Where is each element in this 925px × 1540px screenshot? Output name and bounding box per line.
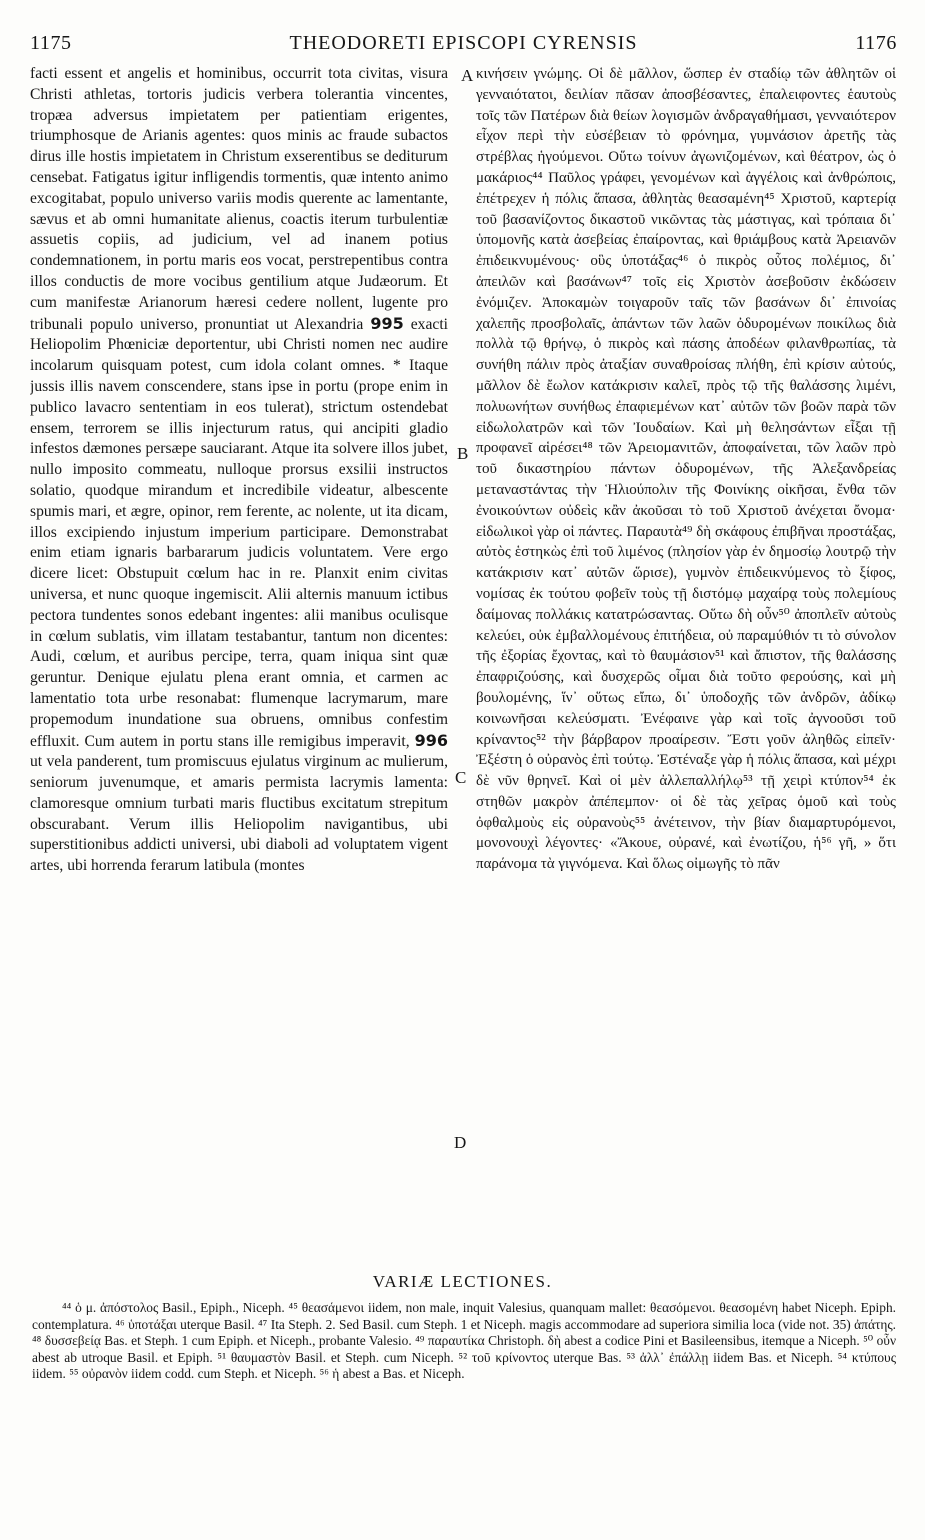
latin-text	[30, 64, 448, 877]
notes-text: ⁴⁴ ὁ μ. ἀπόστολος Basil., Epiph., Niceph. ⁴⁵ θεασάμενοι iidem, non male, inquit Valesius, quanquam mallet: θεασόμενοι. θεασομένη habet Niceph. Epiph. contemplatura. ⁴⁶ ὑποτάξαι uterque Basil. ⁴⁷ Ita Steph. 2. Sed Basil. cum Steph. 1 et Niceph. magis accommodare ad superiora similia loca (vide not. 35) ἀπάτης. ⁴⁸ δυσσεβείᾳ Bas. et Steph. 1 cum Epiph. et Niceph., probante Valesio. ⁴⁹ παραυτίκα Christoph. δὴ abest a codice Pini et Basileensibus, itemque a Niceph. ⁵⁰ οὖν abest ab utroque Basil. et Epiph. ⁵¹ θαυμαστὸν Basil. et Steph. cum Niceph. ⁵² τοῦ κρίνοντος uterque Bas. ⁵³ ἀλλ᾿ ἐπάλλῃ iidem Bas. et Niceph. ⁵⁴ κτύπους iidem. ⁵⁵ οὐρανὸν iidem codd. cum Steph. et Niceph. ⁵⁶ ἡ abest a Bas. et Niceph.	[32, 1300, 896, 1382]
margin-marker-a: A	[461, 66, 474, 85]
greek-column	[476, 64, 896, 875]
margin-marker-b: B	[457, 444, 469, 463]
column-number-995: 995	[370, 313, 404, 333]
latin-text-part-3: ut vela panderent, tum promiscuus ejulatus virginum ac mulierum, seniorum juvenumque, et amaris permista lacrymis lamenta: clamoresque omnium turbati maris fluctibus excitatum strepitum obscurabant. Verum illis Heliopolim navigantibus, ubi superstitionibus addicti universi, ubi diaboli ad voluptatem vigent artes, ubi horrenda ferarum latibula (montes	[30, 753, 448, 875]
variae-lectiones-title: VARIÆ LECTIONES.	[372, 1272, 553, 1291]
latin-text-part-2: exacti Heliopolim Phœniciæ deportentur, ubi Christi nomen nec audire incolarum quisquam potest, cum idola colant omnes. * Itaque jussis illis navem conscendere, stans ipse in portu (prope enim in publico lavacro sententiam in eos tulerat), strictum ostendebat ensem, terrorem se illis injecturum ratus, qui ancipiti gladio infestos dæmones persæpe sauciarant. Atque ita solvere illos jubet, nullo imposito commeatu, nulloque prorsus exsilii instructos solatio, quodque mirandum et incredibile videatur, albescente spumis mari, et ægre, opinor, rem ferente, ac nolente, ut ita dicam, illos excipiendo injustum imperium participare. Demonstrabat enim etiam ignaris barbararum judicis voluntatem. Vere ergo dicere licet: Obstupuit cœlum hac in re. Planxit enim civitas universa, et nunc quoque ingemiscit. Alii alternis manuum ictibus pectora tundentes sonos edebant ingentes: alii manibus oculisque in cœlum sublatis, vim illatam testabantur, tantum non dicentes: Audi, cœlum, et auribus percipe, terra, quam iniqua sint quæ geruntur. Denique ejulatu plena erant omnia, et carmen ac lamentatio tota urbe resonabat: flumenque lacrymarum, mare propemodum inundatione sua obruens, omnibus confestim effluxit. Cum autem in portu stans ille remigibus imperavit,	[30, 315, 448, 750]
margin-marker-d: D	[454, 1133, 467, 1152]
greek-text: κινήσειν γνώμης. Οἱ δὲ μᾶλλον, ὥσπερ ἐν σταδίῳ τῶν ἀθλητῶν οἱ γενναιότατοι, δειλίαν πᾶσαν ἀποσβέσαντες, ἐπαλειφοντες ἑαυτοὺς τοῖς τῶν Πατέρων διὰ θείων λογισμῶν ἀνδραγαθήμασι, γενναιότερον εἶχον περὶ τὴν εὐσέβειαν τὸ φρόνημα, γυμνάσιον ἀρετῆς τὰς στρέβλας ἡγούμενοι. Οὕτω τοίνυν ἀγωνιζομένων, καὶ θέατρον, ὡς ὁ μακάριος⁴⁴ Παῦλος γράφει, γενομένων καὶ ἀγγέλοις καὶ ἀνθρώποις, ἐπέτρεχεν ἡ πόλις ἅπασα, ἀθλητὰς θεασαμένη⁴⁵ Χριστοῦ, καρτερίᾳ τοῦ βασανίζοντος δικαστοῦ νικῶντας τὰς μάστιγας, καὶ τρόπαια δι᾿ ὑπομονῆς κατὰ ἀσεβείας ἐπαίροντας, καὶ θριάμβους κατὰ Ἀρειανῶν ἐπιδεικνυμένους· οὓς ὑποτάξας⁴⁶ ὁ πικρὸς οὗτος πολέμιος, δι᾿ ἀπειλῶν καὶ βασάνων⁴⁷ τοῖς εἰς Χριστὸν ἀσεβοῦσιν ἐκδώσειν ἐνόμιζεν. Ἀποκαμὼν τοιγαροῦν ταῖς τῶν βασάνων δι᾿ ἐπινοίας χαλεπῆς προσβολαῖς, ἁπάντων τῶν λαῶν ὀδυρομένων ποικίλως διὰ πολλὰ τῷ θρήνῳ, ὁ πικρὸς καὶ πάσης ἀποδέων φιλανθρωπίας, τὰ συνήθη πάλιν πρὸς ἀταξίαν συναθροίσας πλήθη, ἐπὶ κρίσιν αὐτούς, μᾶλλον δὲ ἔωλον κατάκρισιν καλεῖ, πρὸς τῷ τῆς θαλάσσης λιμένι, πολυωνήτων συνήθως ἐπαφιεμένων κατ᾿ αὐτῶν τῶν βοῶν παρὰ τῶν εἰδωλολατρῶν καὶ τῶν Ἰουδαίων. Καὶ μὴ θελησάντων εἶξαι τῇ προφανεῖ αἱρέσει⁴⁸ τῶν Ἀρειομανιτῶν, ἀποφαίνεται, τῶν λαῶν πρὸ τοῦ δικαστηρίου πάντων ὀδυρομένων, τῆς Ἀλεξανδρείας μεταναστάντας τὴν Ἡλιούπολιν τῆς Φοινίκης οἰκῆσαι, ἔνθα τῶν ἐνοικούντων οὐδεὶς κἂν ἀκοῦσαι τὸ τοῦ Χριστοῦ ἀνέχεται ὄνομα· εἰδωλικοὶ γὰρ οἱ πάντες. Παραυτὰ⁴⁹ δὴ σκάφους ἐπιβῆναι προστάξας, αὐτὸς ἑστηκὼς ἐπὶ τοῦ λιμένος (πλησίον γὰρ ἐν δημοσίῳ λουτρῷ τὴν κατάκρισιν κατ᾿ αὐτῶν ὥρισε), γυμνὸν ἐπιδεικνύμενος τὸ ξίφος, νομίσας ἐκ τούτου φοβεῖν τοὺς τῇ διστόμῳ μαχαίρᾳ τοὺς πολεμίους δαίμονας πολλάκις κατατρώσαντας. Οὕτω δὴ οὖν⁵⁰ ἀποπλεῖν αὐτοὺς κελεύει, οὐκ ἐμβαλλομένους ἐπιτήδεια, οὐ παραμύθιόν τι τὸ σύνολον τῆς ἐξορίας ἔχοντας, καὶ τὸ θαυμάσιον⁵¹ καὶ ἄπιστον, τῆς θαλάσσης ἐπαφριζούσης, καὶ δυσχερῶς οἶμαι διὰ τοῦτο φερούσης, καὶ μὴ βουλομένης, ἵν᾿ οὕτως εἴπω, δι᾿ ὑποδοχῆς τῶν ἀνδρῶν, ἀδίκῳ κοινωνῆσαι κελεύσματι. Ἐνέφαινε γὰρ καὶ τοῖς ἀγνοοῦσι τοῦ κρίναντος⁵² τὴν βάρβαρον προαίρεσιν. Ἔστι γοῦν ἀληθῶς εἰπεῖν· Ἐξέστη ὁ οὐρανὸς ἐπὶ τούτῳ. Ἐστέναξε γὰρ ἡ πόλις ἅπασα, καὶ μέχρι δὲ νῦν θρηνεῖ. Καὶ οἱ μὲν ἀλλεπαλλήλῳ⁵³ τῇ χειρὶ κτύπον⁵⁴ ἐκ στηθῶν μακρὸν ἀπέπεμπον· οἱ δὲ τὰς χεῖρας ὁμοῦ καὶ τοὺς ὀφθαλμοὺς εἰς οὐρανοὺς⁵⁵ ἀνέτεινον, τὴν βίαν διαμαρτυρόμενοι, μονονουχὶ λέγοντες· «Ἄκουε, οὐρανέ, καὶ ἐνωτίζου, ἡ⁵⁶ γῆ, » ὅτι παράνομα τὰ γιγνόμενα. Καὶ ὅλως οἰμωγῆς τὸ πᾶν	[476, 66, 896, 873]
column-number-996: 996	[414, 730, 448, 750]
running-title: THEODORETI EPISCOPI CYRENSIS	[289, 32, 638, 54]
margin-marker-c: C	[455, 768, 467, 787]
page-number-right: 1176	[855, 32, 897, 54]
variae-lectiones-notes	[32, 1300, 896, 1383]
latin-column	[30, 64, 448, 877]
running-head	[30, 32, 897, 58]
page-number-left: 1175	[30, 32, 72, 54]
latin-text-part-1: facti essent et angelis et hominibus, occurrit tota civitas, visura Christi athletas, tortoris judicis verbera tolerantia vincentes, tropæa adversus impietatem per patientiam erigentes, triumphosque de Arianis agentes: quos minis ac fraude subactos dirus ille hostis impietatem in Christum exserentibus se dediturum censebat. Fatigatus igitur infligendis tormentis, quæ intento animo excogitabat, populo universo variis modis querente ac lamentante, sævus et ab omni humanitate alienus, coactis iterum turbulentiæ assuetis copiis, ad judicium, vel ad inanem potius condemnationem, in portu maris eos vocat, perstrepentibus contra illos conductis de more vocibus gentilium atque Judæorum. Et cum manifestæ Arianorum hæresi cedere nollent, lugente pro tribunali populo universo, pronuntiat ut Alexandria	[30, 65, 448, 333]
